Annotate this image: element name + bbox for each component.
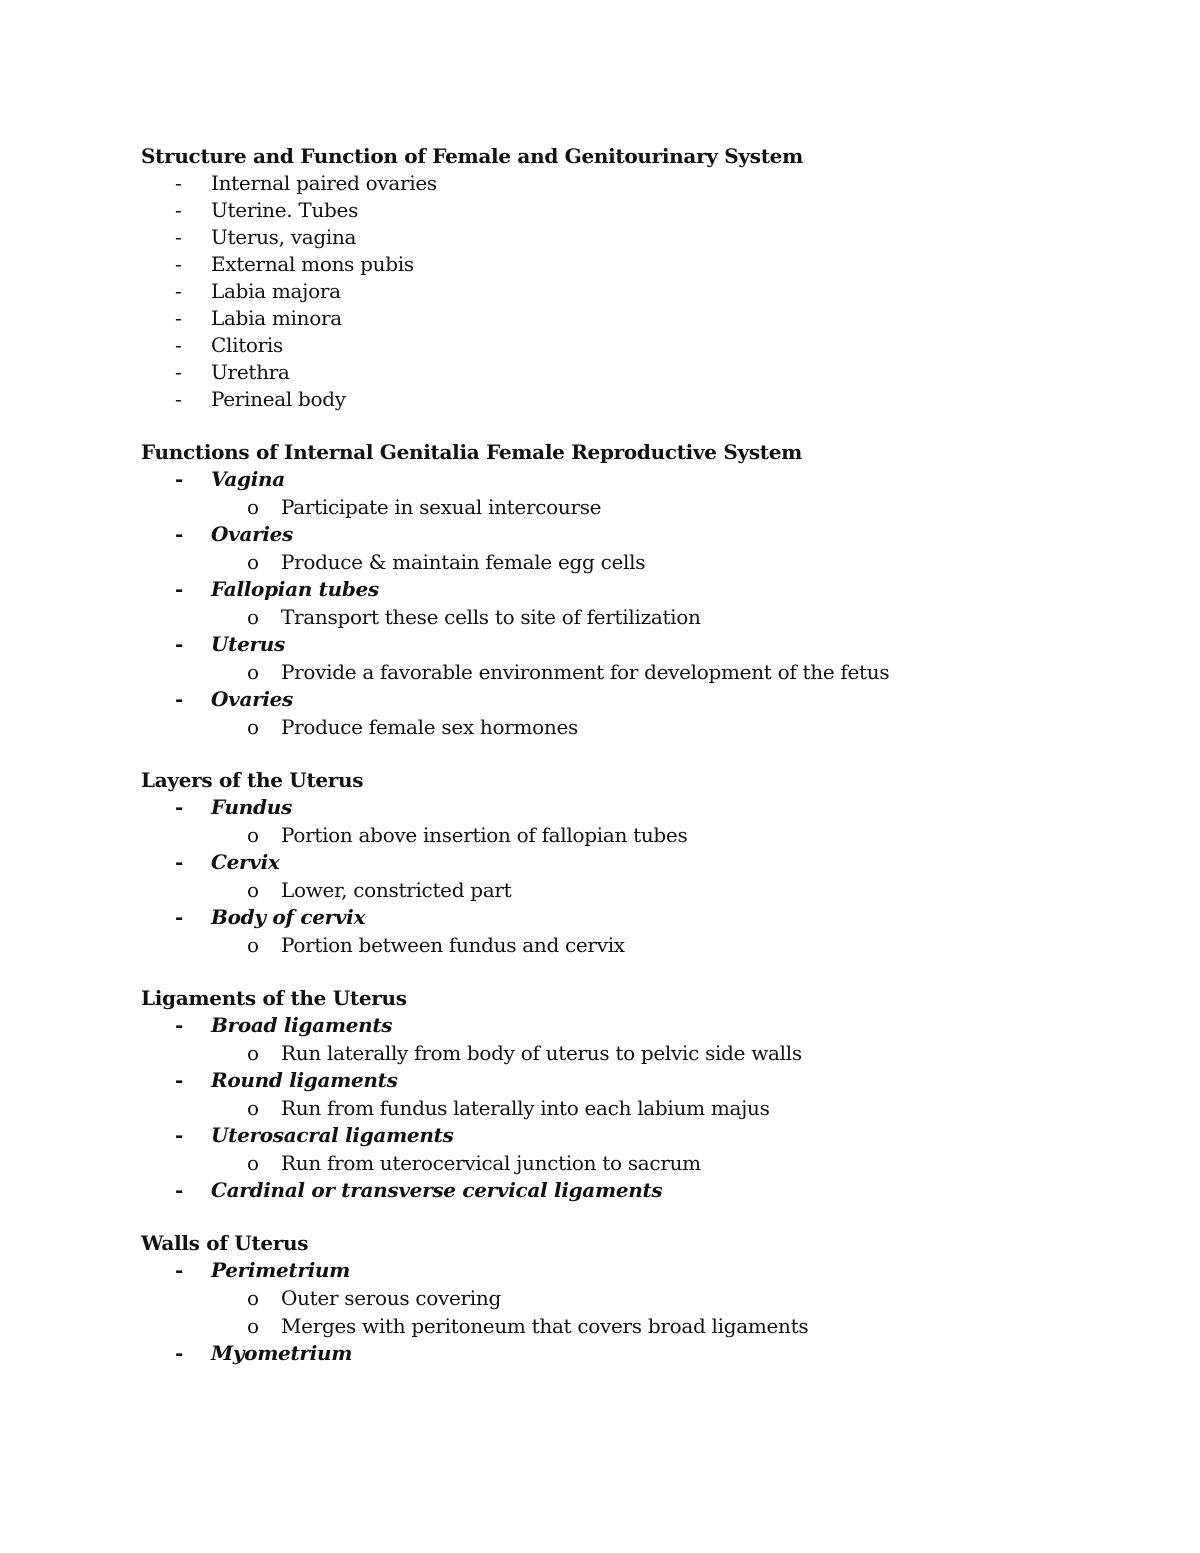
term-item	[141, 1340, 1121, 1367]
detail-item: o Run from fundus laterally into each labium majus	[247, 1096, 770, 1120]
detail-item: o Run laterally from body of uterus to pelvic side walls	[247, 1041, 802, 1065]
detail-list	[211, 1094, 1121, 1122]
detail-item: o Outer serous covering	[247, 1286, 501, 1310]
circle-bullet: o	[247, 1041, 259, 1065]
section-walls-uterus	[141, 1230, 1121, 1367]
circle-bullet: o	[247, 1151, 259, 1175]
detail-list	[211, 821, 1121, 849]
dash-bullet: -	[175, 850, 184, 874]
section-title: Ligaments of the Uterus	[141, 986, 407, 1010]
term-item	[141, 794, 1121, 849]
term-label: Perimetrium	[211, 1258, 351, 1282]
term-item	[141, 576, 1121, 631]
dash-bullet: -	[175, 333, 182, 357]
dash-bullet: -	[175, 1178, 184, 1202]
term-item	[141, 849, 1121, 904]
dash-bullet: -	[175, 522, 184, 546]
term-item	[141, 1067, 1121, 1122]
detail-item: o Portion between fundus and cervix	[247, 933, 625, 957]
term-label: Uterosacral ligaments	[211, 1123, 454, 1147]
term-label: Ovaries	[211, 687, 294, 711]
dash-bullet: -	[175, 360, 182, 384]
detail-list	[211, 1284, 1121, 1340]
list-item: - External mons pubis	[175, 252, 414, 276]
document-page	[141, 143, 1121, 1393]
term-label: Ovaries	[211, 522, 294, 546]
detail-list	[211, 931, 1121, 959]
dash-bullet: -	[175, 225, 182, 249]
detail-item: o Lower, constricted part	[247, 878, 512, 902]
dash-bullet: -	[175, 795, 184, 819]
dash-bullet: -	[175, 632, 184, 656]
detail-item: o Merges with peritoneum that covers broad ligaments	[247, 1314, 809, 1338]
section-title: Layers of the Uterus	[141, 768, 364, 792]
term-item	[141, 686, 1121, 741]
section-internal-genitalia-functions	[141, 439, 1121, 741]
term-label: Round ligaments	[211, 1068, 398, 1092]
circle-bullet: o	[247, 1286, 259, 1310]
term-item	[141, 631, 1121, 686]
ligaments-list	[141, 1012, 1121, 1204]
section-title: Functions of Internal Genitalia Female Reproductive System	[141, 440, 803, 464]
detail-item: o Produce female sex hormones	[247, 715, 578, 739]
section-structure-function	[141, 143, 1121, 413]
section-ligaments-uterus	[141, 985, 1121, 1204]
dash-bullet: -	[175, 1013, 184, 1037]
circle-bullet: o	[247, 878, 259, 902]
detail-list	[211, 493, 1121, 521]
term-item	[141, 1012, 1121, 1067]
circle-bullet: o	[247, 715, 259, 739]
walls-list	[141, 1257, 1121, 1367]
dash-bullet: -	[175, 1068, 184, 1092]
circle-bullet: o	[247, 933, 259, 957]
circle-bullet: o	[247, 495, 259, 519]
detail-list	[211, 713, 1121, 741]
detail-list	[211, 1149, 1121, 1177]
term-item	[141, 521, 1121, 576]
term-label: Cervix	[211, 850, 280, 874]
dash-bullet: -	[175, 306, 182, 330]
term-label: Fallopian tubes	[211, 577, 379, 601]
dash-bullet: -	[175, 687, 184, 711]
term-label: Uterus	[211, 632, 285, 656]
dash-bullet: -	[175, 905, 184, 929]
term-item	[141, 1122, 1121, 1177]
circle-bullet: o	[247, 1314, 259, 1338]
list-item: - Clitoris	[175, 333, 283, 357]
term-label: Fundus	[211, 795, 292, 819]
section-title: Walls of Uterus	[141, 1231, 309, 1255]
list-item: - Labia majora	[175, 279, 341, 303]
dash-bullet: -	[175, 577, 184, 601]
detail-list	[211, 876, 1121, 904]
detail-list	[211, 1039, 1121, 1067]
dash-bullet: -	[175, 198, 182, 222]
dash-bullet: -	[175, 1123, 184, 1147]
detail-item: o Run from uterocervical junction to sacrum	[247, 1151, 701, 1175]
circle-bullet: o	[247, 1096, 259, 1120]
dash-bullet: -	[175, 1258, 184, 1282]
detail-item: o Provide a favorable environment for development of the fetus	[247, 660, 890, 684]
term-label: Cardinal or transverse cervical ligaments	[211, 1178, 663, 1202]
circle-bullet: o	[247, 605, 259, 629]
circle-bullet: o	[247, 823, 259, 847]
list-item: - Internal paired ovaries	[175, 171, 437, 195]
term-item	[141, 466, 1121, 521]
structure-list	[141, 170, 1121, 413]
list-item: - Urethra	[175, 360, 290, 384]
dash-bullet: -	[175, 171, 182, 195]
term-item	[141, 1257, 1121, 1340]
detail-item: o Transport these cells to site of fertilization	[247, 605, 701, 629]
detail-list	[211, 658, 1121, 686]
list-item: - Uterine. Tubes	[175, 198, 359, 222]
term-label: Vagina	[211, 467, 285, 491]
list-item: - Uterus, vagina	[175, 225, 357, 249]
circle-bullet: o	[247, 660, 259, 684]
term-label: Body of cervix	[211, 905, 366, 929]
dash-bullet: -	[175, 1341, 184, 1365]
detail-item: o Produce & maintain female egg cells	[247, 550, 646, 574]
detail-list	[211, 603, 1121, 631]
term-label: Broad ligaments	[211, 1013, 393, 1037]
term-item	[141, 1177, 1121, 1204]
detail-item: o Participate in sexual intercourse	[247, 495, 602, 519]
detail-item: o Portion above insertion of fallopian tubes	[247, 823, 688, 847]
functions-list	[141, 466, 1121, 741]
dash-bullet: -	[175, 252, 182, 276]
section-layers-uterus	[141, 767, 1121, 959]
circle-bullet: o	[247, 550, 259, 574]
list-item: - Perineal body	[175, 387, 346, 411]
term-label: Myometrium	[211, 1341, 353, 1365]
dash-bullet: -	[175, 467, 184, 491]
section-title: Structure and Function of Female and Genitourinary System	[141, 144, 803, 168]
list-item: - Labia minora	[175, 306, 342, 330]
detail-list	[211, 548, 1121, 576]
dash-bullet: -	[175, 387, 182, 411]
layers-list	[141, 794, 1121, 959]
term-item	[141, 904, 1121, 959]
dash-bullet: -	[175, 279, 182, 303]
